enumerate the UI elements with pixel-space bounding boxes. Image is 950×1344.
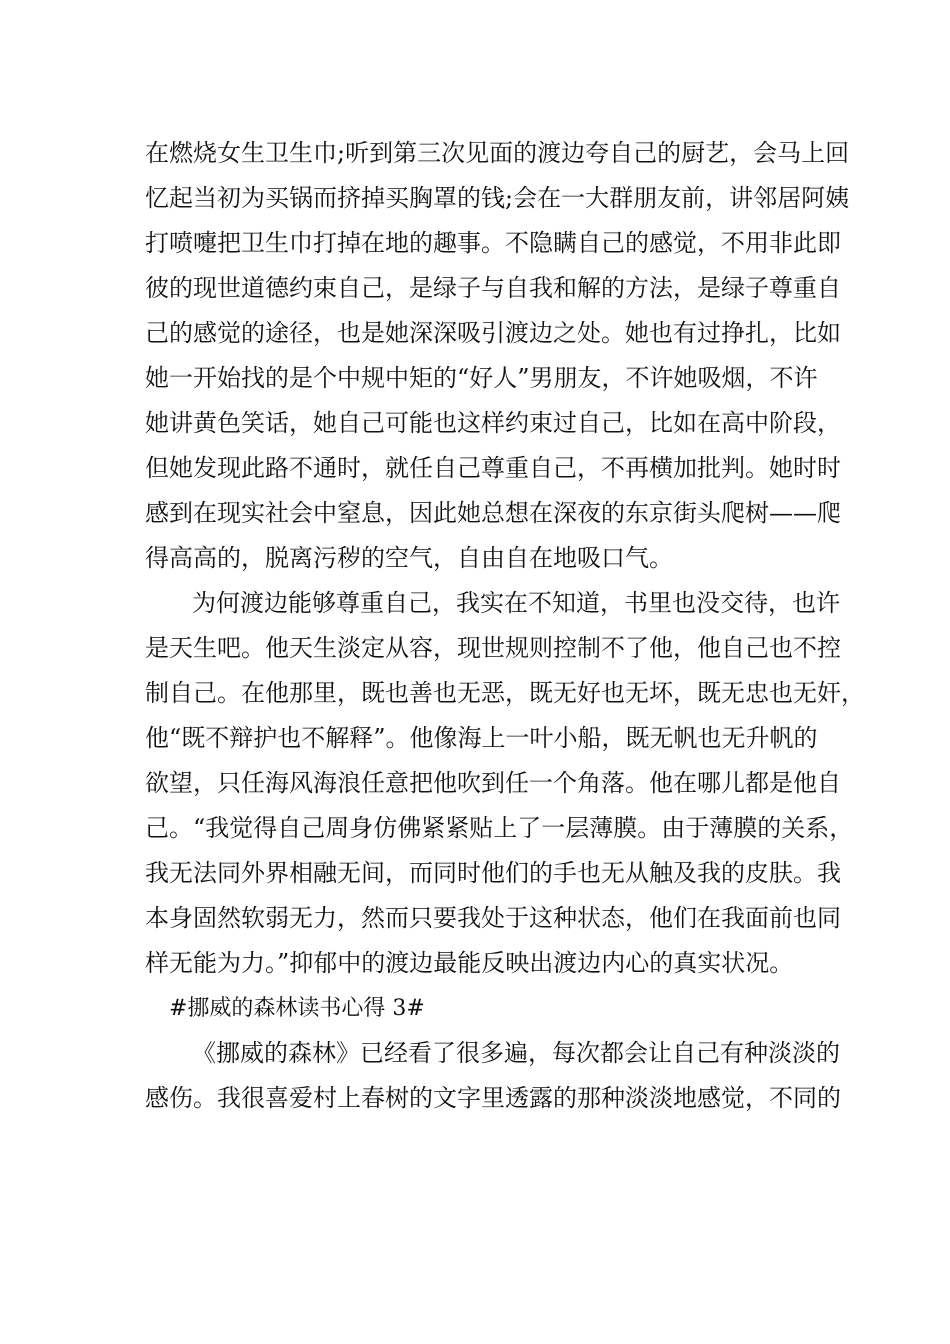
section-heading: #挪威的森林读书心得 3# — [169, 996, 425, 1021]
text-line: 是天生吧。他天生淡定从容，现世规则控制不了他，他自己也不控 — [145, 634, 841, 662]
text-line: 得高高的，脱离污秽的空气，自由自在地吸口气。 — [145, 544, 673, 572]
body-text — [145, 131, 865, 1121]
text-line: 己的感觉的途径，也是她深深吸引渡边之处。她也有过挣扎，比如 — [145, 319, 841, 347]
text-line: 但她发现此路不通时，就任自己尊重自己，不再横加批判。她时时 — [145, 454, 841, 482]
paragraph-first-line: 为何渡边能够尊重自己，我实在不知道，书里也没交待，也许 — [192, 589, 840, 617]
text-line: 感伤。我很喜爱村上春树的文字里透露的那种淡淡地感觉，不同的 — [145, 1084, 841, 1112]
text-line: 在燃烧女生卫生巾;听到第三次见面的渡边夸自己的厨艺，会马上回 — [145, 139, 850, 167]
text-line: 样无能为力。”抑郁中的渡边最能反映出渡边内心的真实状况。 — [145, 949, 794, 977]
text-line: 她一开始找的是个中规中矩的“好人”男朋友，不许她吸烟，不许 — [145, 364, 818, 392]
text-line: 己。“我觉得自己周身仿佛紧紧贴上了一层薄膜。由于薄膜的关系， — [145, 814, 854, 842]
text-line: 他“既不辩护也不解释”。他像海上一叶小船，既无帆也无升帆的 — [145, 724, 818, 752]
text-line: 打喷嚏把卫生巾打掉在地的趣事。不隐瞒自己的感觉，不用非此即 — [145, 229, 841, 257]
text-line: 欲望，只任海风海浪任意把他吹到任一个角落。他在哪儿都是他自 — [145, 769, 841, 797]
text-line: 制自己。在他那里，既也善也无恶，既无好也无坏，既无忠也无奸， — [145, 679, 865, 707]
paragraph-first-line: 《挪威的森林》已经看了很多遍，每次都会让自己有种淡淡的 — [192, 1039, 840, 1067]
text-line: 她讲黄色笑话，她自己可能也这样约束过自己，比如在高中阶段， — [145, 409, 841, 437]
text-line: 忆起当初为买锅而挤掉买胸罩的钱;会在一大群朋友前，讲邻居阿姨 — [145, 184, 850, 212]
text-line: 我无法同外界相融无间，而同时他们的手也无从触及我的皮肤。我 — [145, 859, 841, 887]
text-line: 本身固然软弱无力，然而只要我处于这种状态，他们在我面前也同 — [145, 904, 841, 932]
text-line: 彼的现世道德约束自己，是绿子与自我和解的方法，是绿子尊重自 — [145, 274, 841, 302]
text-line: 感到在现实社会中窒息，因此她总想在深夜的东京街头爬树——爬 — [145, 499, 841, 527]
